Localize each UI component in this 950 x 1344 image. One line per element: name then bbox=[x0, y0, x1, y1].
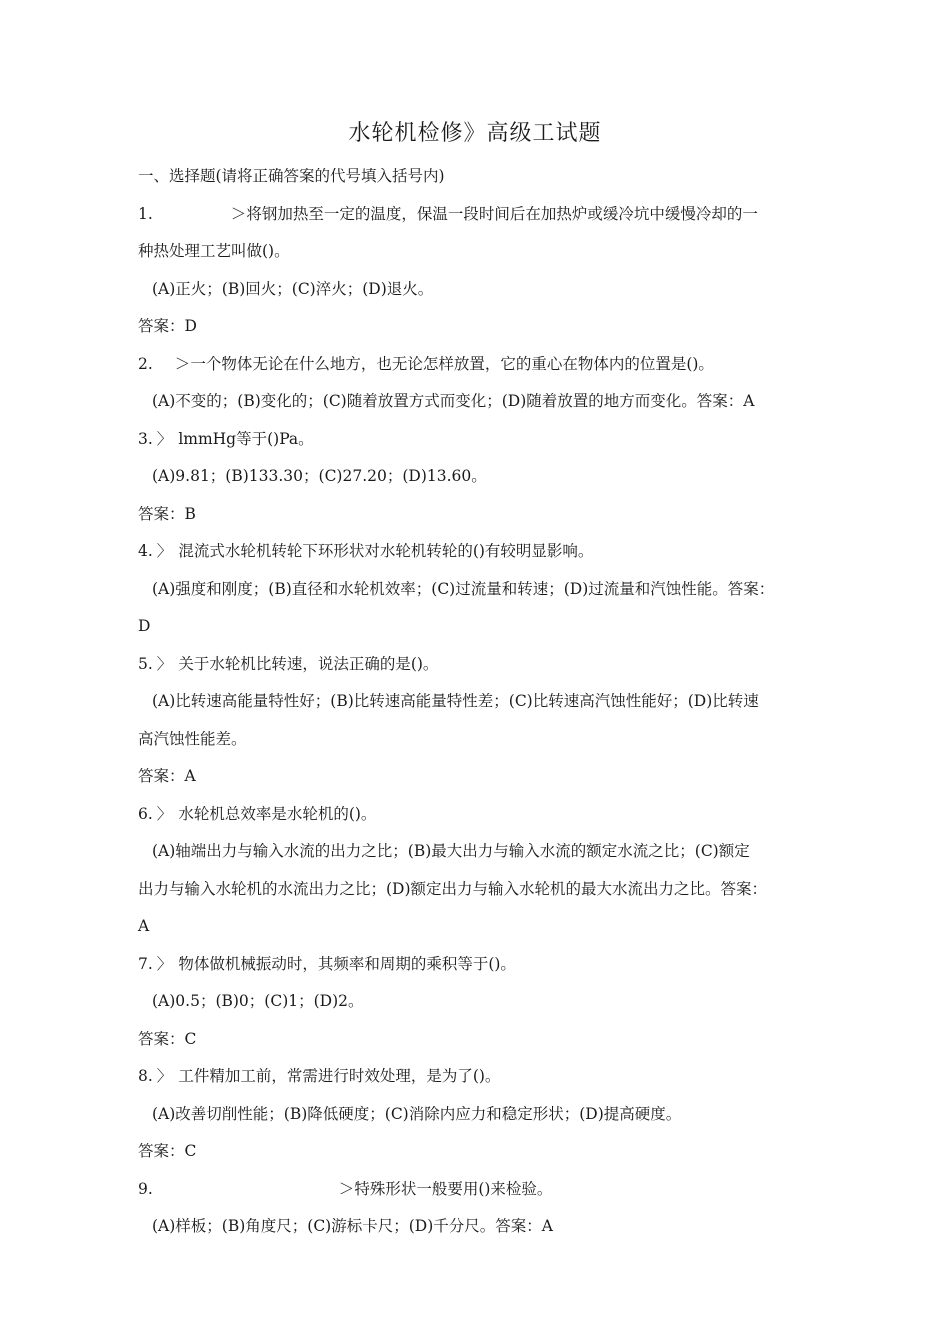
question-text: 混流式水轮机转轮下环形状对水轮机转轮的()有较明显影响。 bbox=[178, 542, 594, 560]
question-5-options: (A)比转速高能量特性好；(B)比转速高能量特性差；(C)比转速高汽蚀性能好；(D)比转速 bbox=[152, 692, 759, 710]
question-marker: ＞ bbox=[174, 355, 191, 373]
question-number: 8. bbox=[138, 1067, 153, 1085]
question-number: 6. bbox=[138, 805, 153, 823]
question-1 bbox=[138, 203, 838, 225]
question-7 bbox=[138, 953, 838, 975]
question-8 bbox=[138, 1065, 838, 1087]
question-text: 一个物体无论在什么地方，也无论怎样放置，它的重心在物体内的位置是()。 bbox=[190, 355, 714, 373]
question-marker: 〉 bbox=[156, 655, 173, 673]
question-marker: 〉 bbox=[156, 430, 173, 448]
question-1-answer: 答案：D bbox=[138, 317, 197, 335]
question-4-options-cont: D bbox=[138, 617, 151, 635]
question-2-options: (A)不变的；(B)变化的；(C)随着放置方式而变化；(D)随着放置的地方而变化。答案：A bbox=[152, 392, 755, 410]
question-text: 关于水轮机比转速，说法正确的是()。 bbox=[178, 655, 439, 673]
question-6 bbox=[138, 803, 838, 825]
question-marker: ＞ bbox=[230, 205, 247, 223]
question-9-options: (A)样板；(B)角度尺；(C)游标卡尺；(D)千分尺。答案：A bbox=[152, 1217, 553, 1235]
question-marker: 〉 bbox=[156, 542, 173, 560]
question-6-options-cont: 出力与输入水轮机的水流出力之比；(D)额定出力与输入水轮机的最大水流出力之比。答案： bbox=[138, 880, 768, 898]
question-marker: 〉 bbox=[156, 955, 173, 973]
document-title: 水轮机检修》高级工试题 bbox=[348, 121, 602, 146]
question-5-answer: 答案：A bbox=[138, 767, 196, 785]
question-3 bbox=[138, 428, 838, 450]
question-3-answer: 答案：B bbox=[138, 505, 196, 523]
question-text: lmmHg等于()Pa。 bbox=[178, 430, 314, 448]
question-4 bbox=[138, 540, 838, 562]
question-number: 4. bbox=[138, 542, 153, 560]
question-number: 3. bbox=[138, 430, 153, 448]
question-marker: 〉 bbox=[156, 1067, 173, 1085]
question-text: 将钢加热至一定的温度，保温一段时间后在加热炉或缓冷坑中缓慢冷却的一 bbox=[246, 205, 758, 223]
question-number: 2. bbox=[138, 355, 153, 373]
question-1-text-cont: 种热处理工艺叫做()。 bbox=[138, 242, 290, 260]
question-number: 9. bbox=[138, 1180, 153, 1198]
question-6-options: (A)轴端出力与输入水流的出力之比；(B)最大出力与输入水流的额定水流之比；(C)额定 bbox=[152, 842, 750, 860]
question-2 bbox=[138, 353, 838, 375]
question-6-options-cont2: A bbox=[138, 917, 150, 935]
question-8-options: (A)改善切削性能；(B)降低硬度；(C)消除内应力和稳定形状；(D)提高硬度。 bbox=[152, 1105, 682, 1123]
question-8-answer: 答案：C bbox=[138, 1142, 197, 1160]
question-4-options: (A)强度和刚度；(B)直径和水轮机效率；(C)过流量和转速；(D)过流量和汽蚀性能。答案： bbox=[152, 580, 775, 598]
question-7-answer: 答案：C bbox=[138, 1030, 197, 1048]
question-text: 物体做机械振动时，其频率和周期的乘积等于()。 bbox=[178, 955, 516, 973]
section-heading: 一、选择题(请将正确答案的代号填入括号内) bbox=[138, 167, 445, 185]
question-number: 5. bbox=[138, 655, 153, 673]
question-1-options: (A)正火；(B)回火；(C)淬火；(D)退火。 bbox=[152, 280, 434, 298]
question-3-options: (A)9.81；(B)133.30；(C)27.20；(D)13.60。 bbox=[152, 467, 487, 485]
question-number: 7. bbox=[138, 955, 153, 973]
question-text: 水轮机总效率是水轮机的()。 bbox=[178, 805, 377, 823]
question-5 bbox=[138, 653, 838, 675]
question-7-options: (A)0.5；(B)0；(C)1；(D)2。 bbox=[152, 992, 364, 1010]
question-text: 特殊形状一般要用()来检验。 bbox=[354, 1180, 553, 1198]
question-marker: 〉 bbox=[156, 805, 173, 823]
question-9 bbox=[138, 1178, 838, 1200]
question-text: 工件精加工前，常需进行时效处理，是为了()。 bbox=[178, 1067, 501, 1085]
question-marker: ＞ bbox=[338, 1180, 355, 1198]
question-5-options-cont: 高汽蚀性能差。 bbox=[138, 730, 247, 748]
question-number: 1. bbox=[138, 205, 153, 223]
